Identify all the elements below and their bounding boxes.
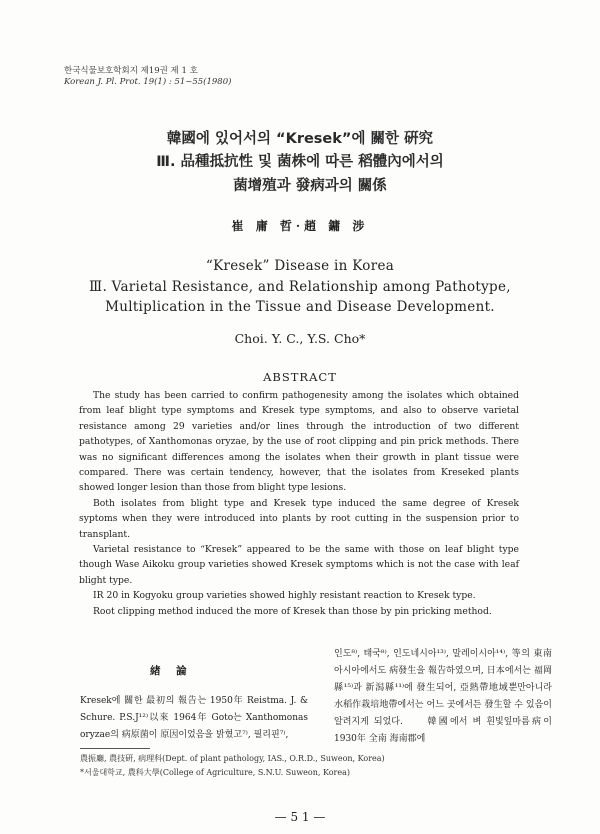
english-title-line2: Ⅲ. Varietal Resistance, and Relationship among Pathotype, — [89, 279, 511, 295]
journal-korean: 한국식물보호학회지 제19권 제 1 호 — [64, 66, 198, 76]
korean-title-line2: Ⅲ. 品種抵抗性 및 菌株에 따른 稻體內에서의 — [156, 154, 444, 170]
footnote-divider — [80, 748, 150, 749]
abstract-paragraph-2: Both isolates from blight type and Kresek type induced the same degree of Kresek syptoms when they were introduced into plants by root cutting in the suspension prior to transplant. — [79, 497, 519, 540]
english-authors: Choi. Y. C., Y.S. Cho* — [234, 331, 366, 346]
footnotes — [80, 752, 540, 780]
footnote-1: 農振廳, 農技硏, 病理科(Dept. of plant pathology, IAS., O.R.D., Suweon, Korea) — [80, 754, 385, 763]
footnote-2: *서울대학교, 農科大學(College of Agriculture, S.N.U. Suweon, Korea) — [80, 768, 350, 777]
korean-title-line3: 菌增殖과 發病과의 關係 — [233, 178, 387, 194]
english-title-line1: “Kresek” Disease in Korea — [205, 258, 395, 274]
abstract-body — [79, 388, 519, 619]
korean-title-line1: 韓國에 있어서의 “Kresek”에 關한 硏究 — [166, 131, 434, 147]
abstract-paragraph-1: The study has been carried to confirm pathogenesity among the isolates which obtained from leaf blight type symptoms and Kresek type symptoms, and also to observe varietal resistance among 29 varieties and/or lines through the introduction of two different pathotypes, of Xanthomonas oryzae, by the use of root clipping and pin prick methods. There was no significant differences among the isolates when their growth in plant tissue were compared. There was certain tendency, however, that the isolates from Kreseked plants showed longer lesion than those from blight type lesions. — [79, 390, 519, 494]
abstract-paragraph-4: IR 20 in Kogyoku group varieties showed highly resistant reaction to Kresek type. — [93, 590, 476, 602]
korean-authors: 崔 庸 哲·趙 鏞 涉 — [231, 219, 369, 233]
page-number: — 5 1 — — [274, 810, 326, 824]
introduction-column-left: Kresek에 關한 最初의 報告는 1950年 Reistma. J. & Schure. P.S.J¹²⁾以來 1964年 Goto는 Xanthomonas oryzae의 病原菌이 原因이었음을 밝혔고⁷⁾, 필리핀⁷⁾, — [80, 696, 308, 740]
abstract-heading: ABSTRACT — [263, 370, 337, 384]
abstract-paragraph-5: Root clipping method induced the more of Kresek than those by pin pricking method. — [93, 605, 492, 617]
introduction-heading: 緖 論 — [150, 665, 193, 677]
journal-english: Korean J. Pl. Prot. 19(1) : 51~55(1980) — [64, 77, 232, 87]
english-title-line3: Multiplication in the Tissue and Disease Development. — [105, 299, 495, 315]
abstract-paragraph-3: Varietal resistance to “Kresek” appeared to be the same with those on leaf blight type though Wase Aikoku group varieties showed Kresek symptoms which is not the case with leaf blight type. — [79, 544, 519, 586]
journal-citation — [64, 66, 231, 88]
introduction-column-right: 인도⁸⁾, 태국⁸⁾, 인도네시아¹³⁾, 말레이시아¹⁴⁾, 等의 東南아시아에서도 病發生을 報告하였으며, 日本에서는 福岡縣¹⁵⁾과 新潟縣¹¹⁾에 發生되어, 亞熱帶地域뿐만아니라 水稻作栽培地帶에서는 어느 곳에서든 發生할 수 있음이 알려지게 되었다. 韓國에서 벼 흰빛잎마름病이 1930年 全南 海南郡에 — [334, 649, 552, 744]
